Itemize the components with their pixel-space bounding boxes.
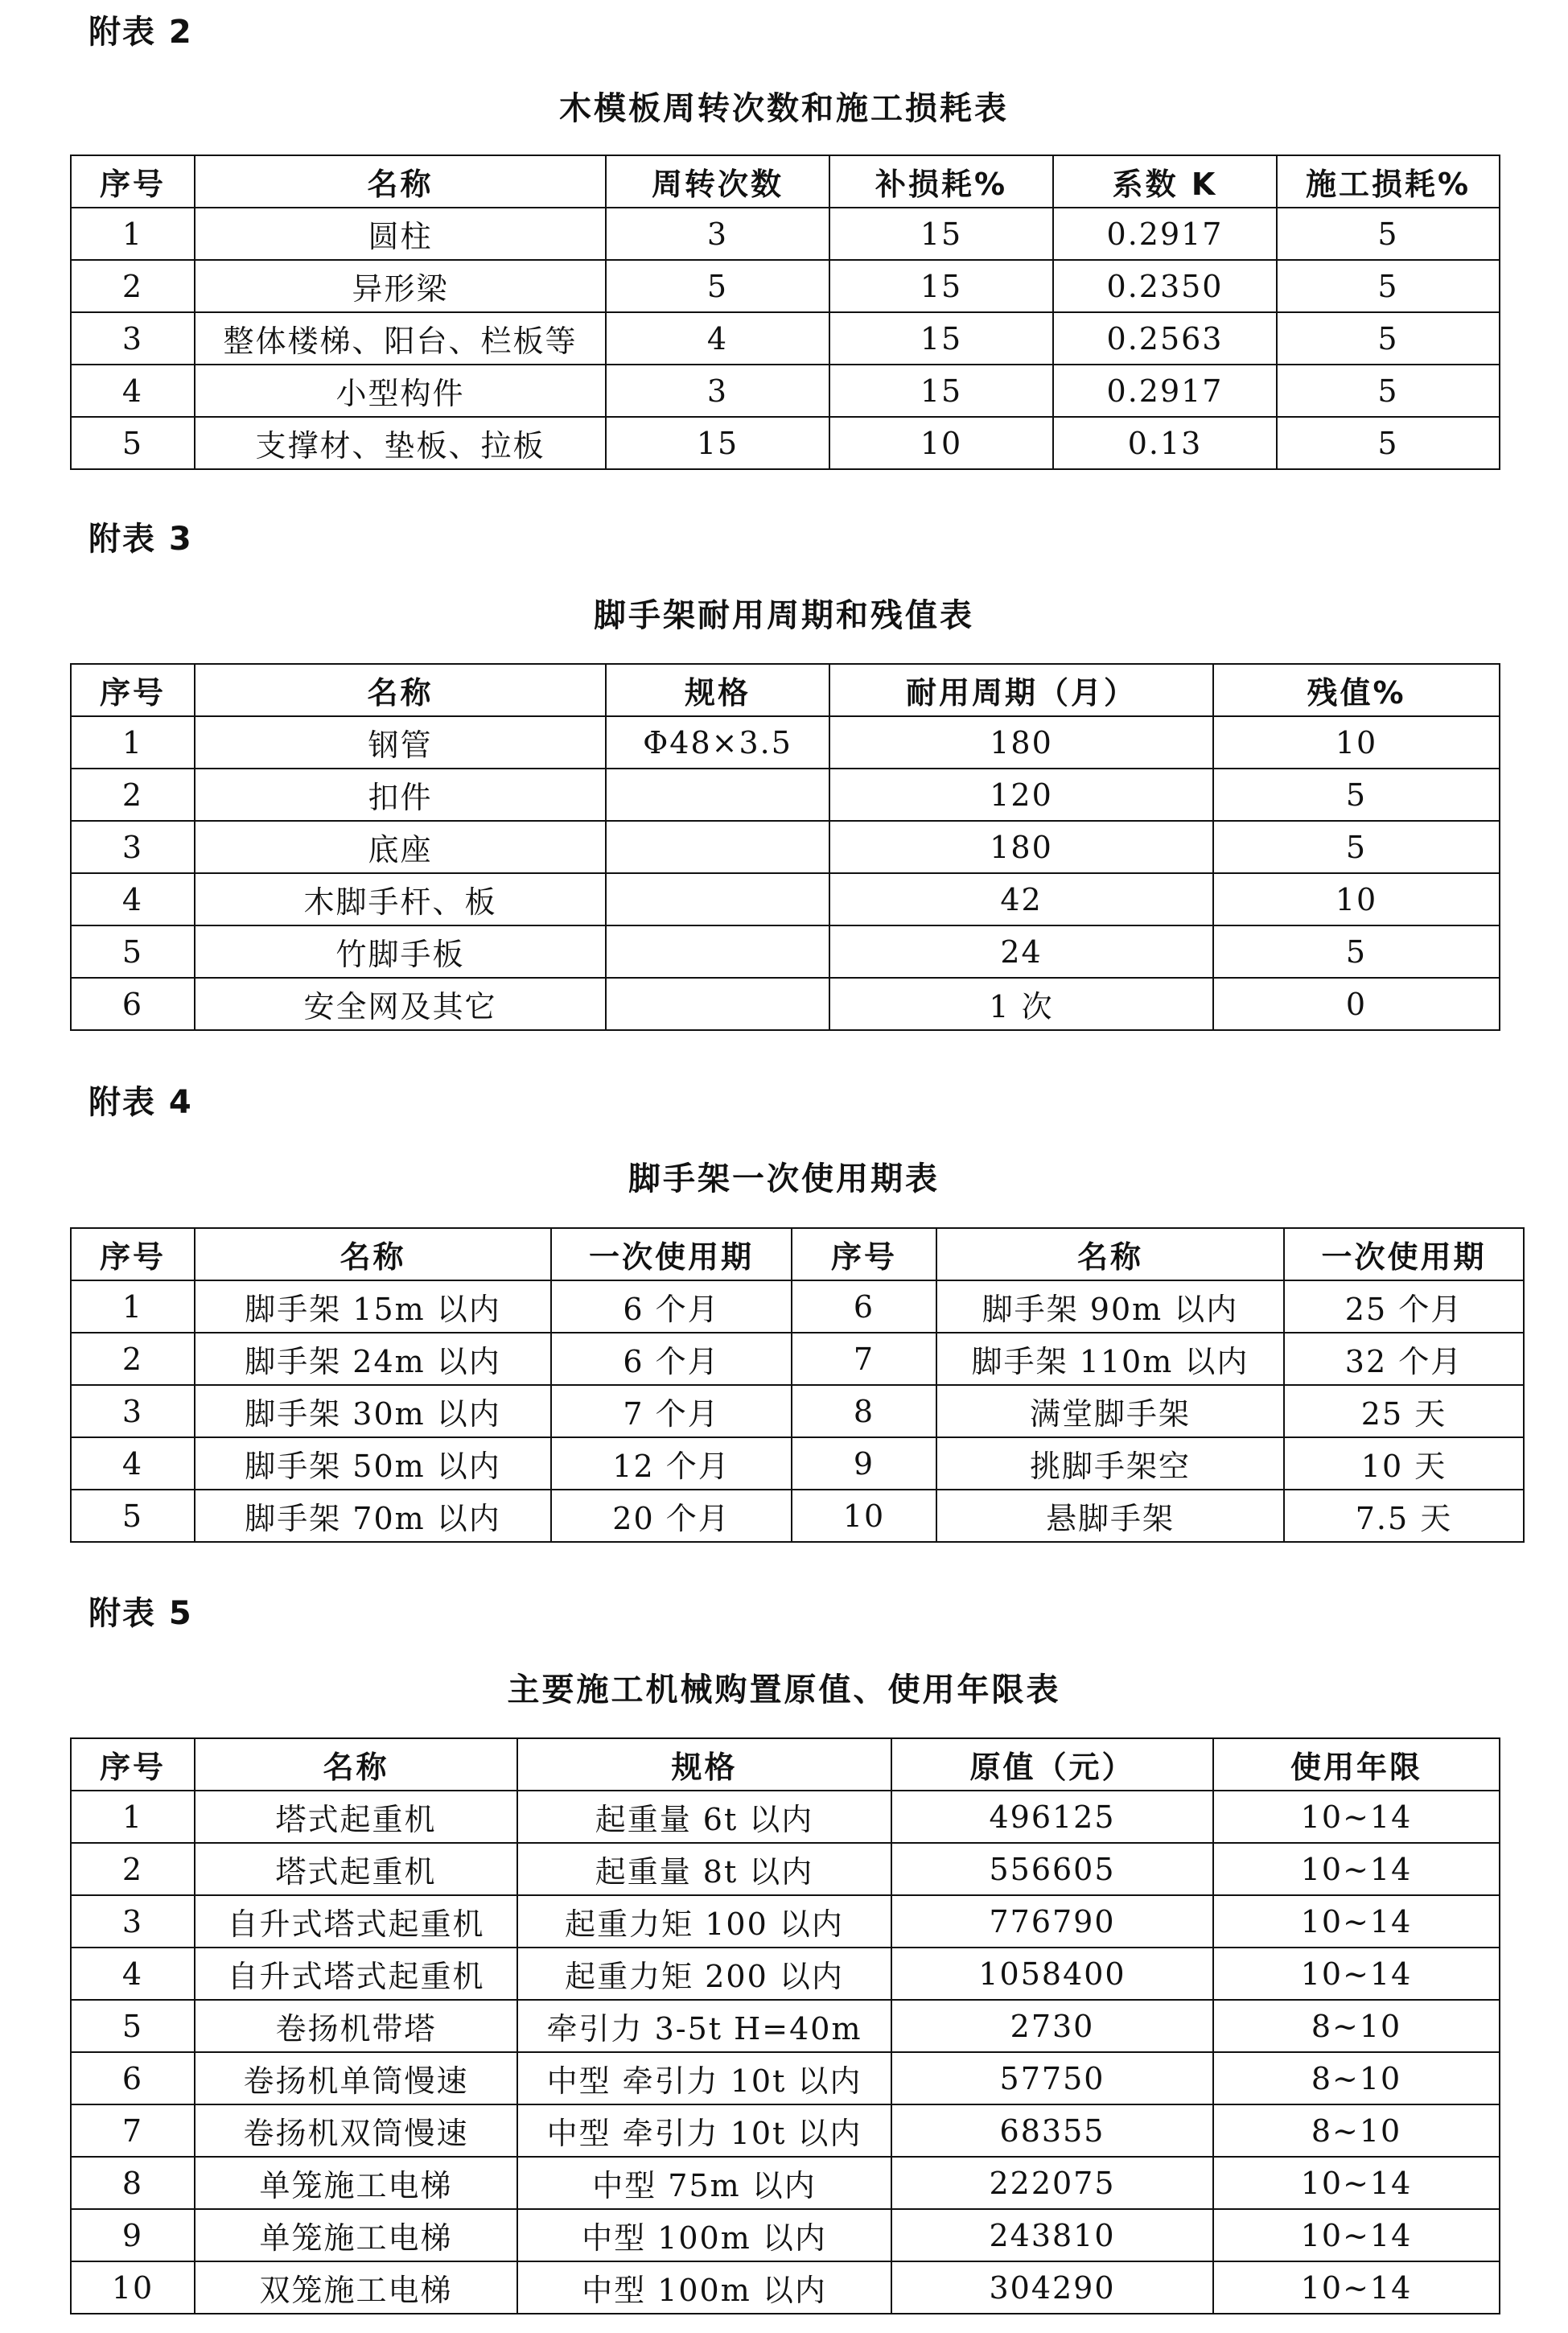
section-label-t4: 附表 4 — [88, 1084, 193, 1121]
section-label-t3: 附表 3 — [88, 521, 193, 558]
table-cell: 3 — [71, 1895, 195, 1948]
section-label-t2: 附表 2 — [88, 14, 193, 51]
table-cell: 卷扬机带塔 — [195, 2000, 517, 2052]
table-cell — [606, 873, 829, 925]
table-cell: 底座 — [195, 821, 606, 873]
table-cell: 8 — [71, 2157, 195, 2209]
table-cell: 4 — [71, 873, 195, 925]
table-cell: 15 — [829, 365, 1053, 417]
table-cell: 180 — [829, 716, 1213, 769]
table-cell: 0.2563 — [1053, 312, 1277, 365]
table-cell — [606, 978, 829, 1030]
table-row — [71, 821, 1500, 873]
table-cell: 4 — [71, 1948, 195, 2000]
header-cell: 名称 — [936, 1228, 1284, 1280]
table-cell: 5 — [1213, 769, 1500, 821]
table-cell: 15 — [829, 208, 1053, 260]
table-cell: 5 — [1277, 312, 1500, 365]
table-cell: 6 个月 — [551, 1280, 792, 1333]
table-cell: 中型 牵引力 10t 以内 — [517, 2052, 891, 2104]
table-title-t2: 木模板周转次数和施工损耗表 — [559, 90, 1009, 127]
table-cell: 496125 — [891, 1791, 1213, 1843]
table-cell: 10~14 — [1213, 2157, 1500, 2209]
table-cell — [606, 925, 829, 978]
table-cell: 起重力矩 100 以内 — [517, 1895, 891, 1948]
table-cell: 8~10 — [1213, 2000, 1500, 2052]
table-cell: 9 — [792, 1437, 936, 1490]
table-cell: 脚手架 90m 以内 — [936, 1280, 1284, 1333]
table-cell: 25 个月 — [1284, 1280, 1524, 1333]
table-cell: 支撑材、垫板、拉板 — [195, 417, 606, 469]
table-t3 — [70, 663, 1500, 1031]
table-cell: 中型 牵引力 10t 以内 — [517, 2104, 891, 2157]
table-cell: 10~14 — [1213, 1895, 1500, 1948]
table-cell: 2 — [71, 260, 195, 312]
header-cell: 序号 — [71, 155, 195, 208]
table-row — [71, 978, 1500, 1030]
table-cell: 10 — [71, 2261, 195, 2314]
table-cell: 单笼施工电梯 — [195, 2157, 517, 2209]
table-cell: 10~14 — [1213, 2209, 1500, 2261]
table-cell: 32 个月 — [1284, 1333, 1524, 1385]
table-header-row — [71, 664, 1500, 716]
table-cell: 脚手架 30m 以内 — [195, 1385, 551, 1437]
table-cell: 5 — [1277, 260, 1500, 312]
header-cell: 序号 — [71, 1738, 195, 1791]
table-cell: 5 — [1213, 821, 1500, 873]
table-cell: 2 — [71, 1333, 195, 1385]
table-cell: 5 — [1277, 417, 1500, 469]
table-row — [71, 2157, 1500, 2209]
table-cell: 脚手架 70m 以内 — [195, 1490, 551, 1542]
table-cell: 6 个月 — [551, 1333, 792, 1385]
table-row — [71, 769, 1500, 821]
table-row — [71, 1333, 1524, 1385]
table-row — [71, 260, 1500, 312]
header-cell: 补损耗% — [829, 155, 1053, 208]
table-row — [71, 1490, 1524, 1542]
table-cell: 卷扬机双筒慢速 — [195, 2104, 517, 2157]
table-cell: 起重量 8t 以内 — [517, 1843, 891, 1895]
table-cell: 5 — [71, 925, 195, 978]
table-cell: 5 — [606, 260, 829, 312]
table-cell: 竹脚手板 — [195, 925, 606, 978]
header-cell: 一次使用期 — [1284, 1228, 1524, 1280]
table-row — [71, 1280, 1524, 1333]
table-cell: 异形梁 — [195, 260, 606, 312]
table-cell: 3 — [606, 208, 829, 260]
table-cell: 扣件 — [195, 769, 606, 821]
table-cell: 圆柱 — [195, 208, 606, 260]
table-cell: 安全网及其它 — [195, 978, 606, 1030]
table-cell: 钢管 — [195, 716, 606, 769]
table-cell: 1 次 — [829, 978, 1213, 1030]
table-cell: 10~14 — [1213, 1791, 1500, 1843]
table-cell: 满堂脚手架 — [936, 1385, 1284, 1437]
header-cell: 名称 — [195, 1738, 517, 1791]
table-row — [71, 2104, 1500, 2157]
table-cell: 起重量 6t 以内 — [517, 1791, 891, 1843]
table-row — [71, 873, 1500, 925]
table-cell: 塔式起重机 — [195, 1843, 517, 1895]
table-cell: 180 — [829, 821, 1213, 873]
table-cell: 整体楼梯、阳台、栏板等 — [195, 312, 606, 365]
table-cell: 挑脚手架空 — [936, 1437, 1284, 1490]
table-cell: 0 — [1213, 978, 1500, 1030]
table-cell: 自升式塔式起重机 — [195, 1895, 517, 1948]
header-cell: 规格 — [517, 1738, 891, 1791]
table-cell: 卷扬机单筒慢速 — [195, 2052, 517, 2104]
table-header-row — [71, 1228, 1524, 1280]
header-cell: 周转次数 — [606, 155, 829, 208]
table-cell: 57750 — [891, 2052, 1213, 2104]
table-cell: 9 — [71, 2209, 195, 2261]
table-cell: 小型构件 — [195, 365, 606, 417]
table-cell: 5 — [71, 2000, 195, 2052]
table-header-row — [71, 155, 1500, 208]
table-cell: 0.2350 — [1053, 260, 1277, 312]
table-cell: 双笼施工电梯 — [195, 2261, 517, 2314]
table-cell: 42 — [829, 873, 1213, 925]
table-cell: 15 — [606, 417, 829, 469]
header-cell: 序号 — [71, 664, 195, 716]
table-cell: 10 — [792, 1490, 936, 1542]
table-cell: 7 — [71, 2104, 195, 2157]
table-row — [71, 2000, 1500, 2052]
table-cell: 5 — [71, 417, 195, 469]
table-row — [71, 1791, 1500, 1843]
table-t4 — [70, 1227, 1525, 1543]
table-row — [71, 208, 1500, 260]
table-cell: 24 — [829, 925, 1213, 978]
table-cell: 10~14 — [1213, 1843, 1500, 1895]
table-cell: 2 — [71, 1843, 195, 1895]
table-title-t4: 脚手架一次使用期表 — [628, 1160, 940, 1197]
section-label-t5: 附表 5 — [88, 1595, 193, 1632]
table-row — [71, 312, 1500, 365]
table-header-row — [71, 1738, 1500, 1791]
table-row — [71, 716, 1500, 769]
table-row — [71, 925, 1500, 978]
table-row — [71, 1843, 1500, 1895]
table-cell: 单笼施工电梯 — [195, 2209, 517, 2261]
table-cell: 牵引力 3-5t H=40m — [517, 2000, 891, 2052]
header-cell: 序号 — [792, 1228, 936, 1280]
table-cell: 5 — [1213, 925, 1500, 978]
table-cell: 10 — [829, 417, 1053, 469]
table-cell: 20 个月 — [551, 1490, 792, 1542]
table-cell: 4 — [71, 1437, 195, 1490]
table-row — [71, 1385, 1524, 1437]
table-cell: 5 — [1277, 365, 1500, 417]
table-cell: 1 — [71, 716, 195, 769]
table-title-t3: 脚手架耐用周期和残值表 — [594, 597, 974, 634]
header-cell: 原值（元） — [891, 1738, 1213, 1791]
table-cell: 脚手架 24m 以内 — [195, 1333, 551, 1385]
table-cell: 10 — [1213, 716, 1500, 769]
table-cell: 塔式起重机 — [195, 1791, 517, 1843]
table-cell: 6 — [71, 2052, 195, 2104]
table-cell: 2730 — [891, 2000, 1213, 2052]
table-cell: 1058400 — [891, 1948, 1213, 2000]
header-cell: 施工损耗% — [1277, 155, 1500, 208]
table-cell: 10~14 — [1213, 1948, 1500, 2000]
table-cell — [606, 821, 829, 873]
table-cell: 0.2917 — [1053, 208, 1277, 260]
header-cell: 耐用周期（月） — [829, 664, 1213, 716]
table-cell: 3 — [71, 312, 195, 365]
table-cell: 25 天 — [1284, 1385, 1524, 1437]
table-cell: 304290 — [891, 2261, 1213, 2314]
table-cell: 5 — [71, 1490, 195, 1542]
table-row — [71, 1437, 1524, 1490]
table-cell: 7.5 天 — [1284, 1490, 1524, 1542]
table-cell: 556605 — [891, 1843, 1213, 1895]
table-cell: 12 个月 — [551, 1437, 792, 1490]
table-cell: 3 — [71, 1385, 195, 1437]
header-cell: 使用年限 — [1213, 1738, 1500, 1791]
table-row — [71, 2052, 1500, 2104]
table-cell: 起重力矩 200 以内 — [517, 1948, 891, 2000]
table-cell: 中型 100m 以内 — [517, 2209, 891, 2261]
table-cell: 6 — [792, 1280, 936, 1333]
table-cell: 3 — [606, 365, 829, 417]
table-cell: 0.13 — [1053, 417, 1277, 469]
table-cell: 1 — [71, 208, 195, 260]
table-cell: 8~10 — [1213, 2104, 1500, 2157]
table-cell: 脚手架 110m 以内 — [936, 1333, 1284, 1385]
table-cell: 1 — [71, 1280, 195, 1333]
table-cell: 悬脚手架 — [936, 1490, 1284, 1542]
table-cell: 6 — [71, 978, 195, 1030]
header-cell: 一次使用期 — [551, 1228, 792, 1280]
table-t5 — [70, 1737, 1500, 2314]
table-cell: 脚手架 50m 以内 — [195, 1437, 551, 1490]
table-row — [71, 2209, 1500, 2261]
table-cell: 木脚手杆、板 — [195, 873, 606, 925]
table-cell: 15 — [829, 312, 1053, 365]
header-cell: 残值% — [1213, 664, 1500, 716]
header-cell: 序号 — [71, 1228, 195, 1280]
table-row — [71, 2261, 1500, 2314]
table-cell: 68355 — [891, 2104, 1213, 2157]
table-cell: 120 — [829, 769, 1213, 821]
table-cell: 5 — [1277, 208, 1500, 260]
table-cell: 1 — [71, 1791, 195, 1843]
table-t2 — [70, 155, 1500, 470]
header-cell: 名称 — [195, 664, 606, 716]
header-cell: 名称 — [195, 155, 606, 208]
table-cell: 中型 75m 以内 — [517, 2157, 891, 2209]
table-row — [71, 417, 1500, 469]
table-cell: 243810 — [891, 2209, 1213, 2261]
table-cell: 776790 — [891, 1895, 1213, 1948]
table-cell: 0.2917 — [1053, 365, 1277, 417]
table-cell: 8~10 — [1213, 2052, 1500, 2104]
table-cell — [606, 769, 829, 821]
table-title-t5: 主要施工机械购置原值、使用年限表 — [507, 1671, 1061, 1709]
table-cell: 2 — [71, 769, 195, 821]
table-cell: 脚手架 15m 以内 — [195, 1280, 551, 1333]
table-cell: 10 — [1213, 873, 1500, 925]
header-cell: 名称 — [195, 1228, 551, 1280]
table-cell: 10 天 — [1284, 1437, 1524, 1490]
table-cell: 8 — [792, 1385, 936, 1437]
table-row — [71, 1895, 1500, 1948]
table-cell: 自升式塔式起重机 — [195, 1948, 517, 2000]
table-cell: 中型 100m 以内 — [517, 2261, 891, 2314]
table-cell: 10~14 — [1213, 2261, 1500, 2314]
table-cell: 4 — [606, 312, 829, 365]
table-cell: Φ48×3.5 — [606, 716, 829, 769]
table-cell: 4 — [71, 365, 195, 417]
table-row — [71, 1948, 1500, 2000]
table-row — [71, 365, 1500, 417]
header-cell: 规格 — [606, 664, 829, 716]
header-cell: 系数 K — [1053, 155, 1277, 208]
table-cell: 15 — [829, 260, 1053, 312]
table-cell: 222075 — [891, 2157, 1213, 2209]
table-cell: 3 — [71, 821, 195, 873]
table-cell: 7 — [792, 1333, 936, 1385]
table-cell: 7 个月 — [551, 1385, 792, 1437]
